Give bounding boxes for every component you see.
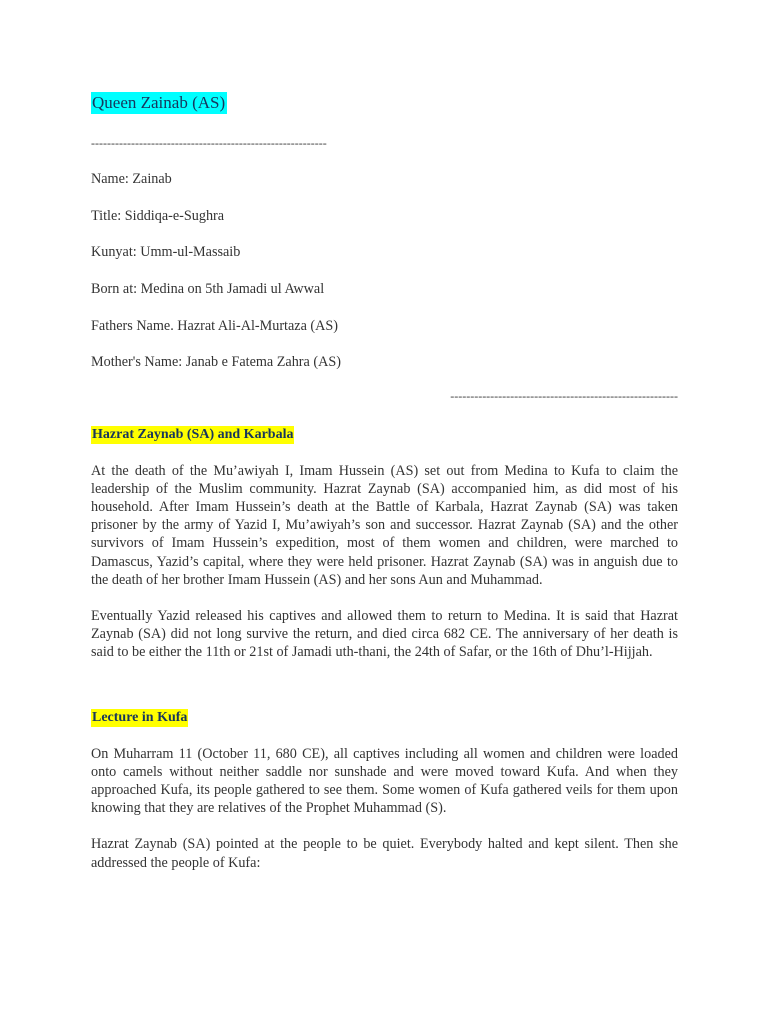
- section-karbala-heading-block: [91, 425, 678, 444]
- field-mothers-name: Mother's Name: Janab e Fatema Zahra (AS): [91, 354, 341, 371]
- section-heading-kufa: Lecture in Kufa: [92, 709, 188, 725]
- document-body: [91, 92, 678, 872]
- page-title: Queen Zainab (AS): [92, 93, 226, 112]
- divider-rule-right: ---------------------------------------------------------: [450, 389, 678, 404]
- bio-fields: [91, 170, 678, 371]
- field-kunyat: Kunyat: Umm-ul-Massaib: [91, 244, 241, 261]
- paragraph-kufa-1: On Muharram 11 (October 11, 680 CE), all captives including all women and children were loaded onto camels without neither saddle nor sunshade and were moved toward Kufa. And when they approached Kufa, its people gathered to see them. Some women of Kufa gathered veils for them upon knowing that they are relatives of the Prophet Muhammad (S).: [91, 745, 678, 817]
- paragraph-karbala-2: Eventually Yazid released his captives and allowed them to return to Medina. It is said that Hazrat Zaynab (SA) did not long survive the return, and died circa 682 CE. The anniversary of her death is said to be either the 11th or 21st of Jamadi uth-thani, the 24th of Safar, or the 16th of Dhu’l-Hijjah.: [91, 608, 678, 661]
- field-name: Name: Zainab: [91, 171, 172, 188]
- title-block: [91, 92, 678, 114]
- divider-rule-left: -----------------------------------------------------------: [91, 136, 327, 150]
- field-born-at: Born at: Medina on 5th Jamadi ul Awwal: [91, 280, 325, 297]
- paragraph-karbala-1: At the death of the Mu’awiyah I, Imam Hussein (AS) set out from Medina to Kufa to claim the leadership of the Muslim community. Hazrat Zaynab (SA) accompanied him, as did most of his household. After Imam Hussein’s death at the Battle of Karbala, Hazrat Zaynab (SA) was taken prisoner by the army of Yazid I, Mu’awiyah’s son and successor. Hazrat Zaynab (SA) and the other survivors of Imam Hussein’s expedition, most of them women and children, were marched to Damascus, Yazid’s capital, where they were held prisoner. Hazrat Zaynab (SA) was in anguish due to the death of her brother Imam Hussein (AS) and her sons Aun and Muhammad.: [91, 462, 678, 588]
- paragraph-kufa-2: Hazrat Zaynab (SA) pointed at the people to be quiet. Everybody halted and kept silent. Then she addressed the people of Kufa:: [91, 836, 678, 871]
- section-heading-karbala: Hazrat Zaynab (SA) and Karbala: [92, 426, 294, 442]
- field-fathers-name: Fathers Name. Hazrat Ali-Al-Murtaza (AS): [91, 317, 339, 334]
- section-kufa-heading-block: [91, 708, 678, 727]
- field-title: Title: Siddiqa-e-Sughra: [91, 207, 225, 224]
